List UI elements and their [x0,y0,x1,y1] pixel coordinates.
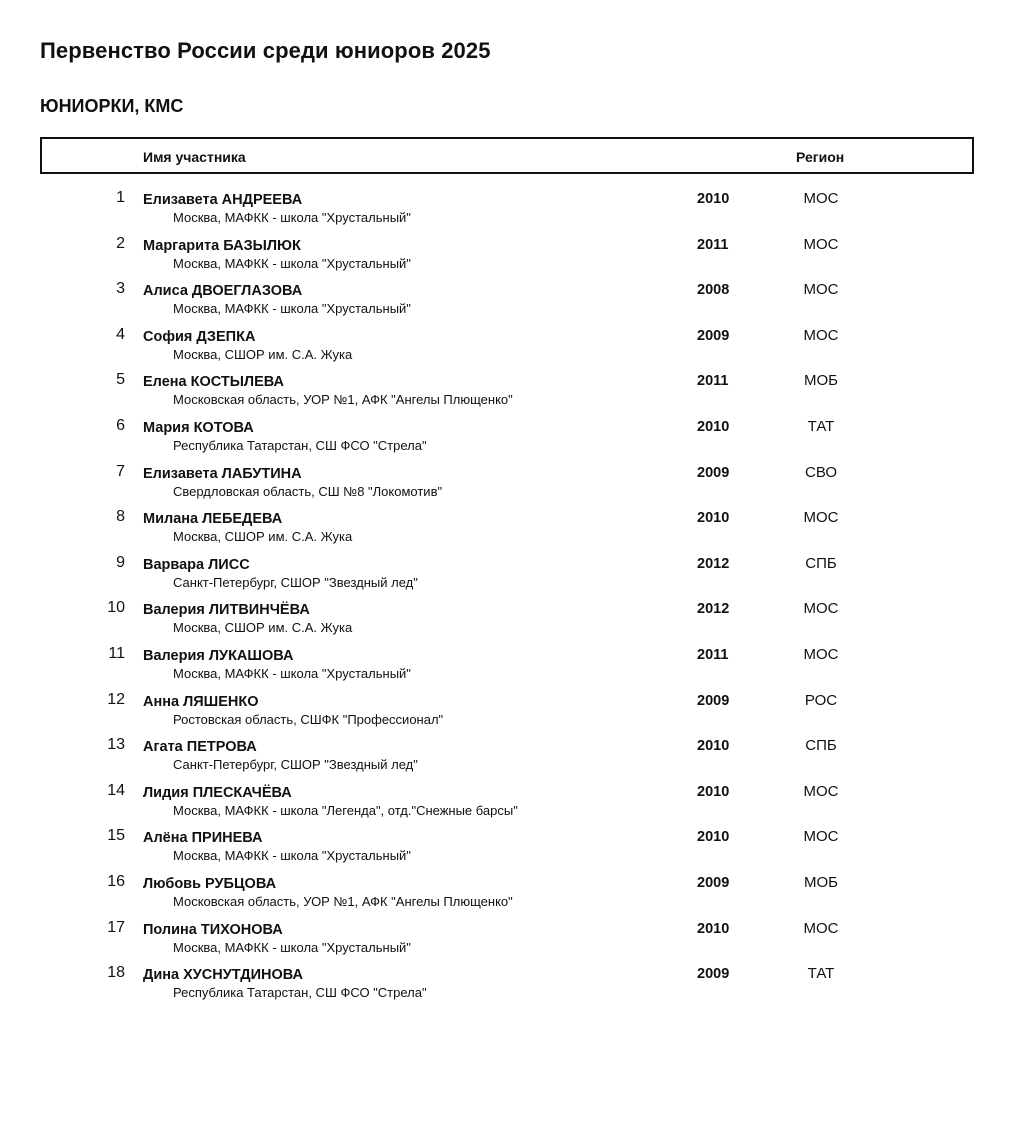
participant-birth-year: 2012 [697,601,730,618]
participant-name: Агата ПЕТРОВА [143,739,257,756]
participant-row [0,964,1012,1010]
participant-name: Варвара ЛИСС [143,556,250,573]
participant-rank: 15 [107,827,125,845]
participant-name: Алиса ДВОЕГЛАЗОВА [143,283,303,300]
participant-region: МОС [803,509,839,527]
participant-rank: 3 [116,280,125,298]
participant-birth-year: 2011 [697,373,729,390]
participant-rank: 18 [107,964,125,982]
participant-birth-year: 2010 [697,920,730,937]
participant-birth-year: 2011 [697,646,729,663]
participant-region: СПБ [805,737,837,755]
participant-list [0,189,1012,1010]
participant-region: РОС [804,691,838,709]
participant-club: Республика Татарстан, СШ ФСО "Стрела" [173,985,427,1001]
participant-name: София ДЗЕПКА [143,328,256,345]
participant-rank: 5 [116,371,125,389]
participant-name: Дина ХУСНУТДИНОВА [143,967,303,984]
participant-region: ТАТ [807,417,835,435]
participant-name: Елена КОСТЫЛЕВА [143,374,284,391]
participant-row [0,508,1012,554]
participant-club: Московская область, УОР №1, АФК "Ангелы Плющенко" [173,893,513,909]
participant-region: МОС [803,828,839,846]
participant-row [0,280,1012,326]
participant-rank: 8 [116,508,125,526]
participant-name: Алёна ПРИНЕВА [143,830,263,847]
participant-birth-year: 2009 [697,692,730,709]
column-header-name: Имя участника [143,149,246,165]
participant-club: Республика Татарстан, СШ ФСО "Стрела" [173,437,427,453]
participant-birth-year: 2010 [697,829,730,846]
participant-region: МОС [803,645,839,663]
participant-name: Валерия ЛИТВИНЧЁВА [143,602,310,619]
participant-row [0,782,1012,828]
participant-name: Маргарита БАЗЫЛЮК [143,237,301,254]
participant-name: Мария КОТОВА [143,419,254,436]
participant-row [0,235,1012,281]
participant-rank: 17 [107,918,125,936]
participant-region: МОБ [803,372,838,390]
participant-row [0,873,1012,919]
participant-name: Лидия ПЛЕСКАЧЁВА [143,784,292,801]
participant-rank: 4 [116,325,125,343]
participant-birth-year: 2010 [697,738,730,755]
participant-birth-year: 2010 [697,418,730,435]
participant-rank: 6 [116,416,125,434]
participant-region: МОС [803,281,839,299]
participant-name: Анна ЛЯШЕНКО [143,693,259,710]
participant-birth-year: 2010 [697,510,730,527]
participant-name: Полина ТИХОНОВА [143,921,283,938]
participant-birth-year: 2010 [697,783,730,800]
participant-row [0,645,1012,691]
participant-club: Ростовская область, СШФК "Профессионал" [173,711,444,727]
participant-birth-year: 2009 [697,327,730,344]
participant-row [0,599,1012,645]
participant-club: Санкт-Петербург, СШОР "Звездный лед" [173,757,418,773]
participant-row [0,691,1012,737]
participant-rank: 13 [107,736,125,754]
participant-club: Москва, МАФКК - школа "Легенда", отд."Снежные барсы" [173,802,518,818]
participant-region: СВО [804,463,837,481]
participant-birth-year: 2011 [697,236,729,253]
participant-region: МОС [803,235,839,253]
participant-club: Москва, СШОР им. С.А. Жука [173,529,353,545]
participant-club: Москва, СШОР им. С.А. Жука [173,346,353,362]
participant-row [0,417,1012,463]
participant-name: Елизавета ЛАБУТИНА [143,465,302,482]
participant-region: МОС [803,919,839,937]
participant-rank: 11 [108,644,125,662]
participant-name: Любовь РУБЦОВА [143,875,277,892]
participant-region: МОБ [803,873,838,891]
participant-row [0,736,1012,782]
participant-rank: 10 [107,599,125,617]
participant-rank: 1 [116,189,125,206]
participant-club: Москва, МАФКК - школа "Хрустальный" [173,665,411,681]
participant-region: МОС [803,782,839,800]
participant-row [0,554,1012,600]
participant-club: Москва, СШОР им. С.А. Жука [173,620,353,636]
participant-region: МОС [803,190,839,207]
table-header [40,137,974,174]
participant-region: МОС [803,326,839,344]
participant-row [0,827,1012,873]
participant-row [0,189,1012,235]
document-title: Первенство России среди юниоров 2025 [40,38,491,63]
participant-name: Елизавета АНДРЕЕВА [143,192,303,208]
participant-birth-year: 2012 [697,555,730,572]
category-heading: ЮНИОРКИ, КМС [40,96,184,116]
participant-region: СПБ [805,554,837,572]
participant-club: Москва, МАФКК - школа "Хрустальный" [173,301,411,317]
participant-birth-year: 2009 [697,464,730,481]
participant-row [0,326,1012,372]
participant-birth-year: 2010 [697,191,730,207]
participant-club: Москва, МАФКК - школа "Хрустальный" [173,210,411,225]
participant-club: Москва, МАФКК - школа "Хрустальный" [173,939,411,955]
participant-region: ТАТ [807,965,835,983]
participant-rank: 7 [116,462,125,480]
participant-row [0,371,1012,417]
participant-club: Москва, МАФКК - школа "Хрустальный" [173,255,411,271]
participant-region: МОС [803,600,839,618]
participant-rank: 12 [107,690,125,708]
participant-row [0,463,1012,509]
participant-club: Москва, МАФКК - школа "Хрустальный" [173,848,411,864]
participant-row [0,919,1012,965]
participant-rank: 14 [107,781,125,799]
participant-name: Милана ЛЕБЕДЕВА [143,511,283,528]
participant-name: Валерия ЛУКАШОВА [143,647,294,664]
participant-club: Московская область, УОР №1, АФК "Ангелы Плющенко" [173,392,513,408]
participant-birth-year: 2009 [697,966,730,983]
participant-rank: 2 [116,234,125,252]
participant-rank: 16 [107,872,125,890]
participant-club: Свердловская область, СШ №8 "Локомотив" [173,483,443,499]
column-header-region: Регион [796,149,845,165]
participant-birth-year: 2009 [697,874,730,891]
participant-club: Санкт-Петербург, СШОР "Звездный лед" [173,574,418,590]
participant-birth-year: 2008 [697,282,730,299]
participant-rank: 9 [116,553,125,571]
